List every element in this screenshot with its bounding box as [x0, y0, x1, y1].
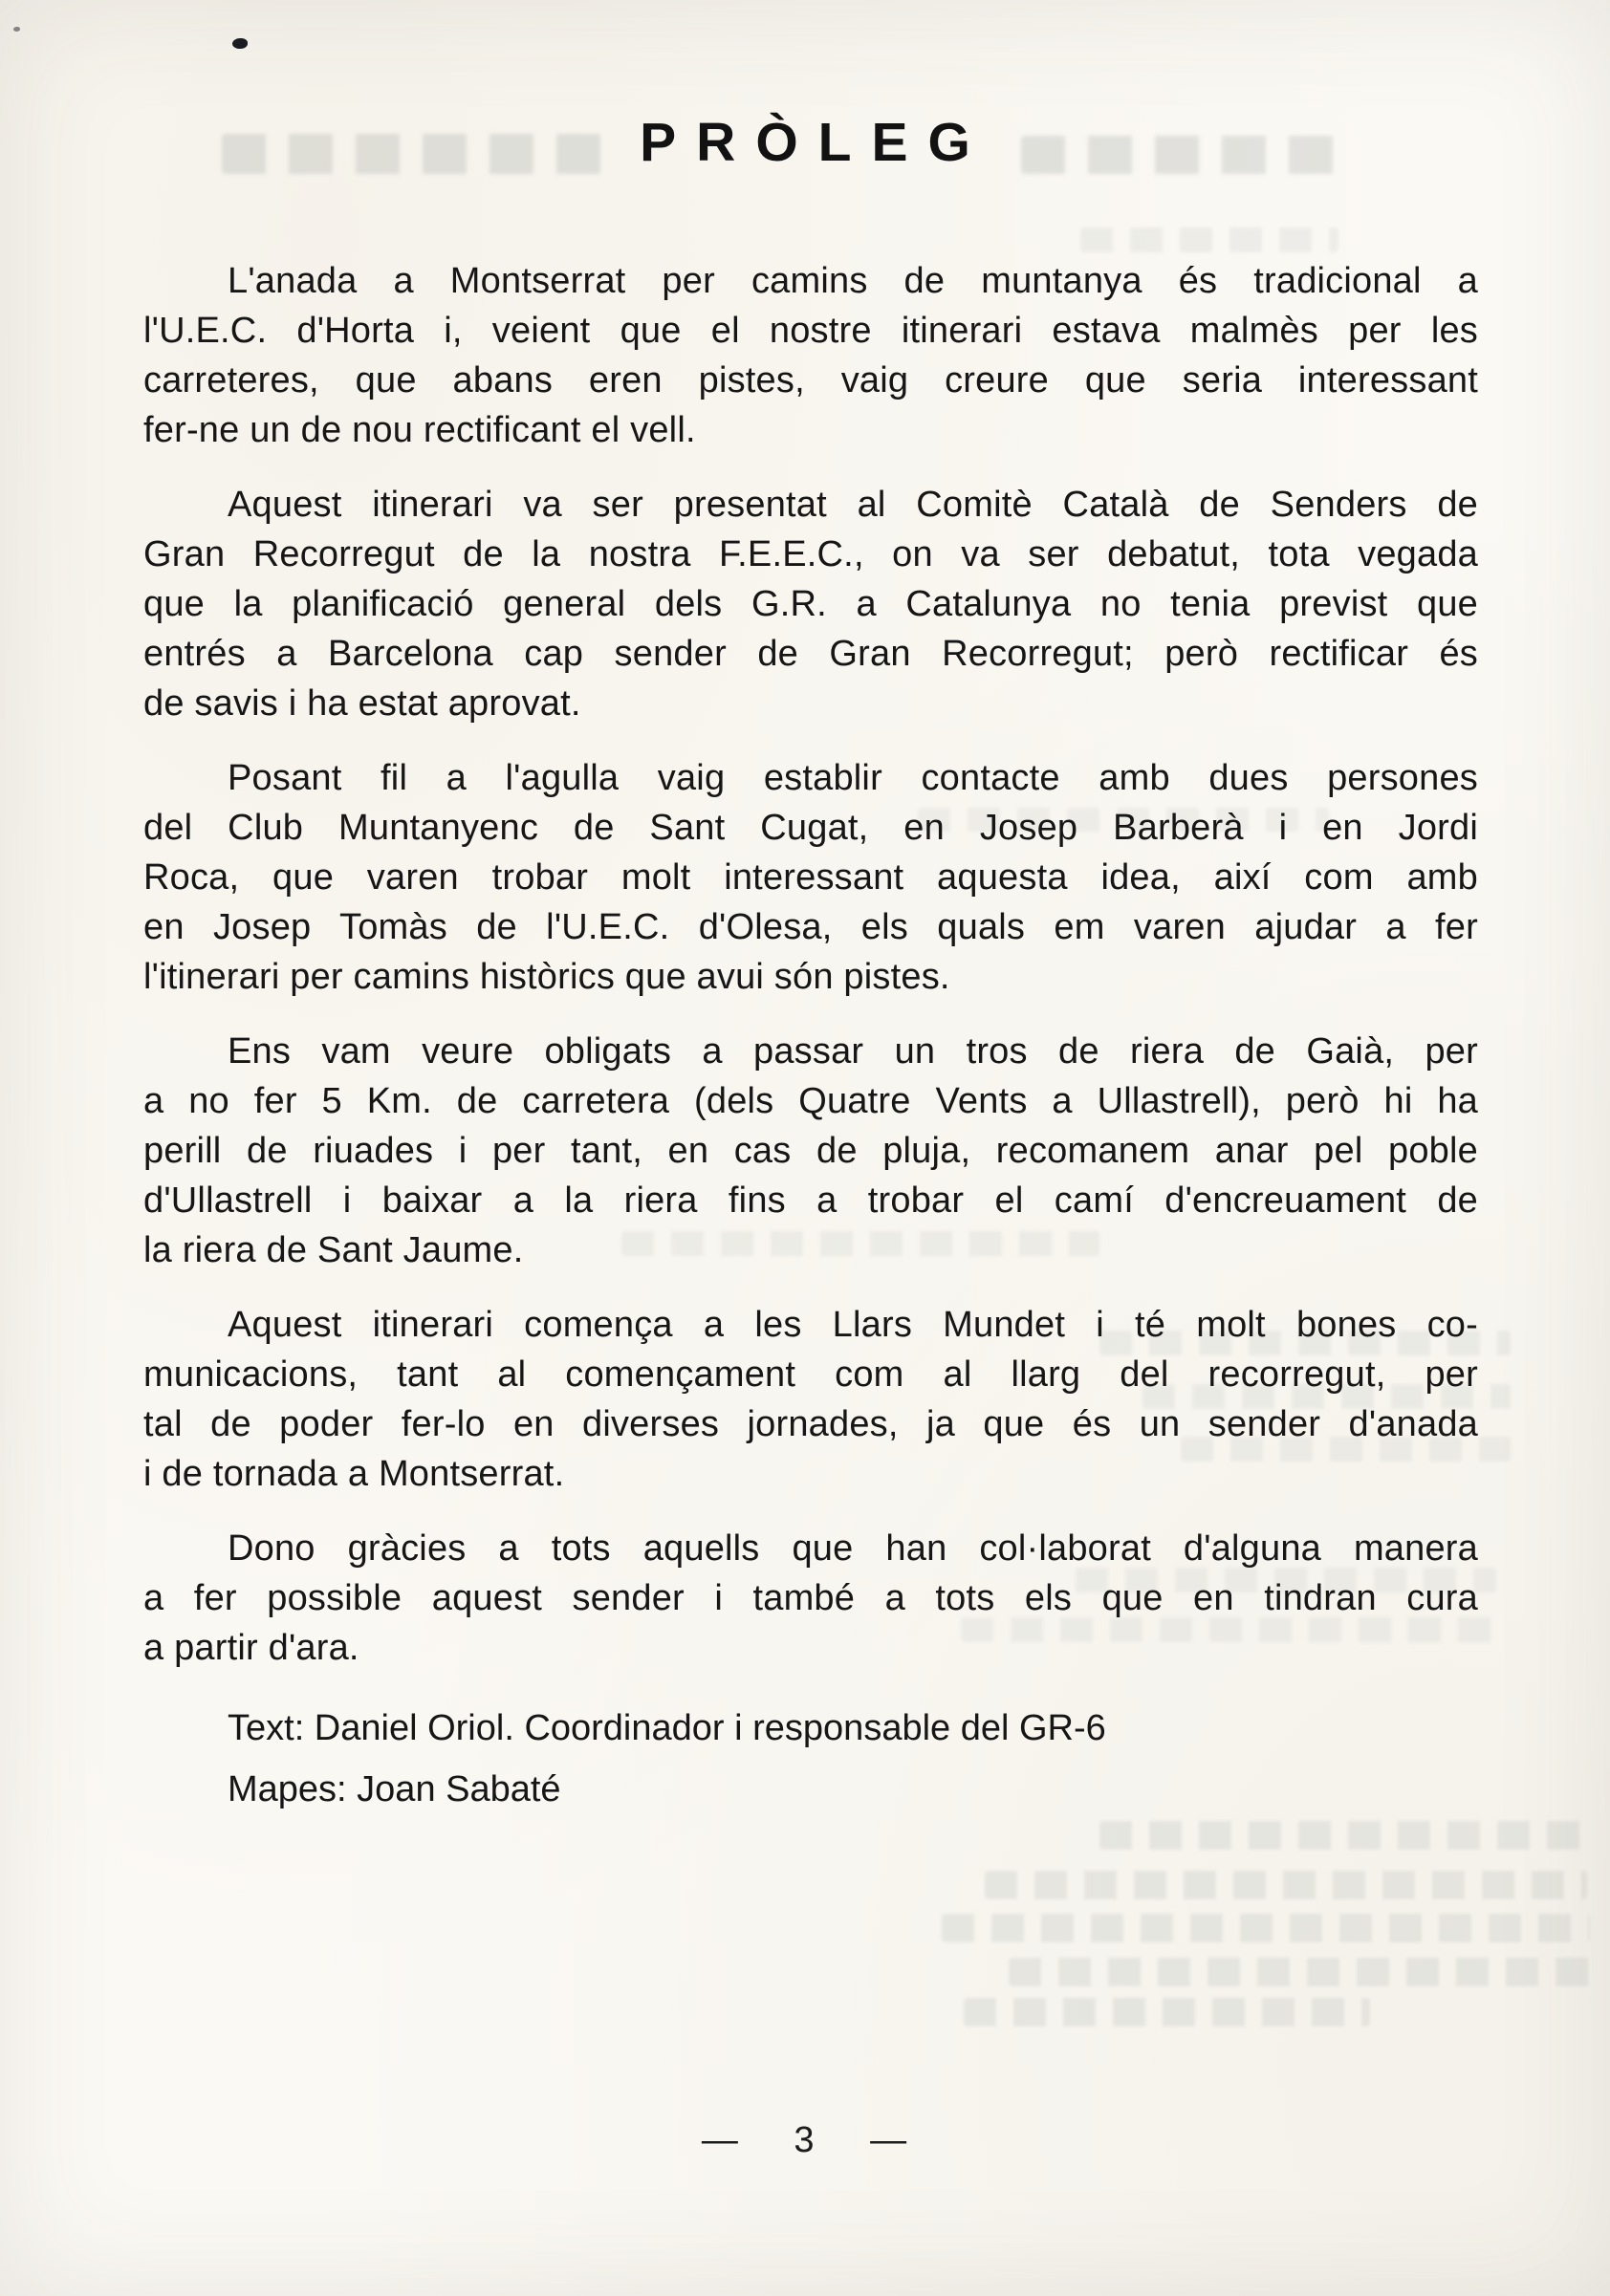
text-line: a no fer 5 Km. de carretera (dels Quatre Vents a Ullastrell), però hi ha	[143, 1081, 1478, 1121]
paragraphs	[143, 256, 1478, 1673]
paragraph	[143, 753, 1478, 1002]
text-line: del Club Muntanyenc de Sant Cugat, en Josep Barberà i en Jordi	[143, 808, 1478, 848]
page-title: PRÒLEG	[640, 112, 990, 173]
text-line: L'anada a Montserrat per camins de muntanya és tradicional a	[228, 261, 1478, 301]
paragraph	[143, 256, 1478, 455]
text-line: a partir d'ara.	[143, 1628, 359, 1668]
text-line: municacions, tant al començament com al llarg del recorregut, per	[143, 1354, 1478, 1395]
text-line: la riera de Sant Jaume.	[143, 1230, 524, 1270]
text-line: de savis i ha estat aprovat.	[143, 683, 581, 724]
text-line: Roca, que varen trobar molt interessant aquesta idea, així com amb	[143, 857, 1478, 898]
text-line: entrés a Barcelona cap sender de Gran Recorregut; però rectificar és	[143, 634, 1478, 674]
text-line: i de tornada a Montserrat.	[143, 1454, 565, 1494]
paragraph	[143, 1524, 1478, 1673]
text-line: Gran Recorregut de la nostra F.E.E.C., on va ser debatut, tota vegada	[143, 534, 1478, 574]
text-line: Ens vam veure obligats a passar un tros de riera de Gaià, per	[228, 1031, 1478, 1072]
credit-text-author: Text: Daniel Oriol. Coordinador i responsable del GR-6	[228, 1708, 1106, 1748]
text-line: l'itinerari per camins històrics que avui són pistes.	[143, 957, 950, 997]
paragraph	[143, 480, 1478, 728]
bleed-through-artifact	[1009, 1958, 1590, 1986]
credits-block	[143, 1698, 1478, 1820]
text-line: Aquest itinerari va ser presentat al Comitè Català de Senders de	[228, 485, 1478, 525]
text-line: d'Ullastrell i baixar a la riera fins a trobar el camí d'encreuament de	[143, 1180, 1478, 1221]
ink-speck	[232, 38, 248, 49]
credit-maps-author: Mapes: Joan Sabaté	[228, 1769, 561, 1809]
text-line: Aquest itinerari comença a les Llars Mundet i té molt bones co-	[228, 1305, 1478, 1345]
text-line: Posant fil a l'agulla vaig establir contacte amb dues persones	[228, 758, 1478, 798]
page-number: — 3 —	[701, 2120, 909, 2160]
bleed-through-artifact	[964, 1998, 1370, 2026]
text-line: en Josep Tomàs de l'U.E.C. d'Olesa, els quals em varen ajudar a fer	[143, 907, 1478, 947]
text-line: tal de poder fer-lo en diverses jornades, ja que és un sender d'anada	[143, 1404, 1478, 1444]
paragraph	[143, 1300, 1478, 1499]
text-line: que la planificació general dels G.R. a Catalunya no tenia previst que	[143, 584, 1478, 624]
body-text	[143, 256, 1478, 1820]
text-line: Dono gràcies a tots aquells que han col·laborat d'alguna manera	[228, 1528, 1478, 1569]
bleed-through-artifact	[1080, 227, 1338, 252]
ink-speck	[13, 27, 20, 32]
bleed-through-artifact	[1099, 1821, 1587, 1850]
text-line: perill de riuades i per tant, en cas de pluja, recomanem anar pel poble	[143, 1131, 1478, 1171]
text-line: l'U.E.C. d'Horta i, veient que el nostre itinerari estava malmès per les	[143, 311, 1478, 351]
bleed-through-artifact	[985, 1871, 1587, 1899]
text-line: carreteres, que abans eren pistes, vaig creure que seria interessant	[143, 360, 1478, 401]
text-line: a fer possible aquest sender i també a tots els que en tindran cura	[143, 1578, 1478, 1618]
paragraph	[143, 1027, 1478, 1275]
bleed-through-artifact	[942, 1914, 1590, 1942]
text-line: fer-ne un de nou rectificant el vell.	[143, 410, 696, 450]
